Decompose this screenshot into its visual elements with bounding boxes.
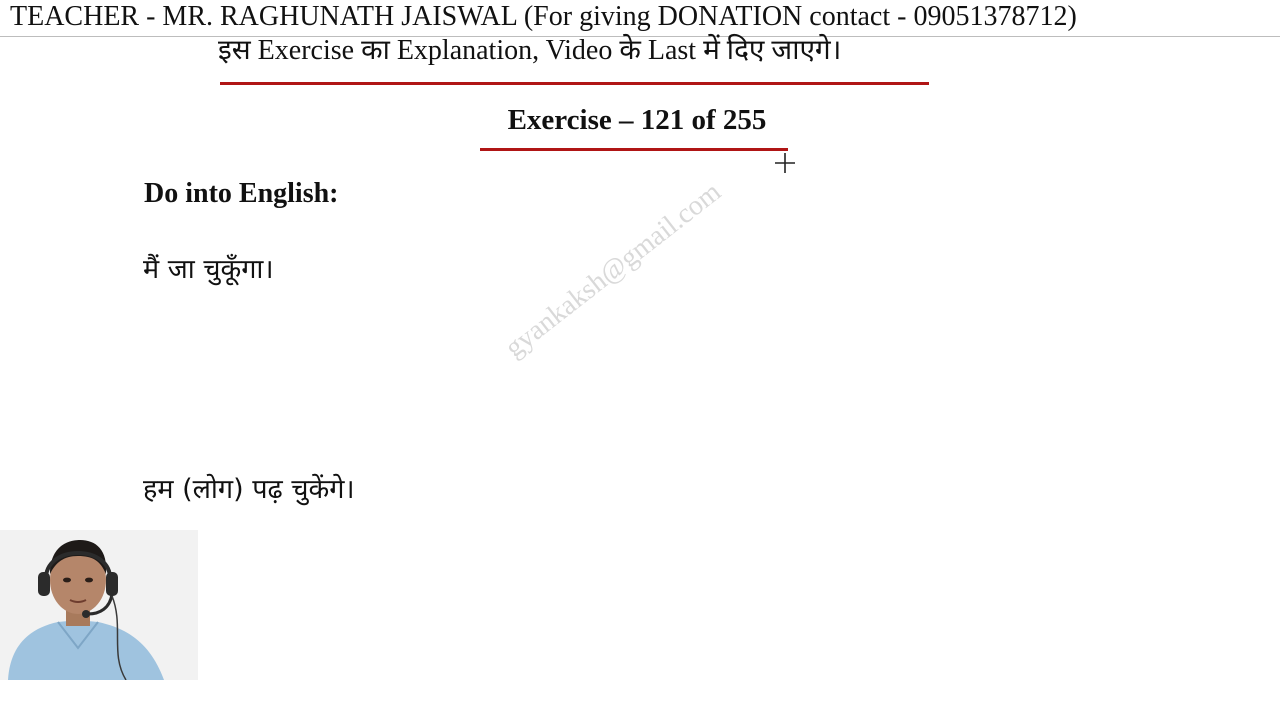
- teacher-banner: [0, 0, 1280, 37]
- hindi-sentence-1: मैं जा चुकूँगा।: [143, 254, 274, 285]
- teacher-portrait-icon: [0, 530, 198, 680]
- banner-text: TEACHER - MR. RAGHUNATH JAISWAL (For giving DONATION contact - 09051378712): [10, 1, 1077, 32]
- instruction-heading: Do into English:: [144, 178, 339, 209]
- explanation-notice: इस Exercise का Explanation, Video के Last में दिए जाएगे।: [218, 35, 842, 66]
- teacher-webcam-feed: [0, 530, 198, 680]
- title-underline: [480, 148, 788, 151]
- email-watermark: gyankaksh@gmail.com: [499, 176, 727, 364]
- crosshair-cursor-icon: [774, 152, 796, 174]
- notice-underline: [220, 82, 929, 85]
- exercise-title: Exercise – 121 of 255: [507, 104, 767, 136]
- hindi-sentence-2: हम (लोग) पढ़ चुकेंगे।: [143, 474, 355, 505]
